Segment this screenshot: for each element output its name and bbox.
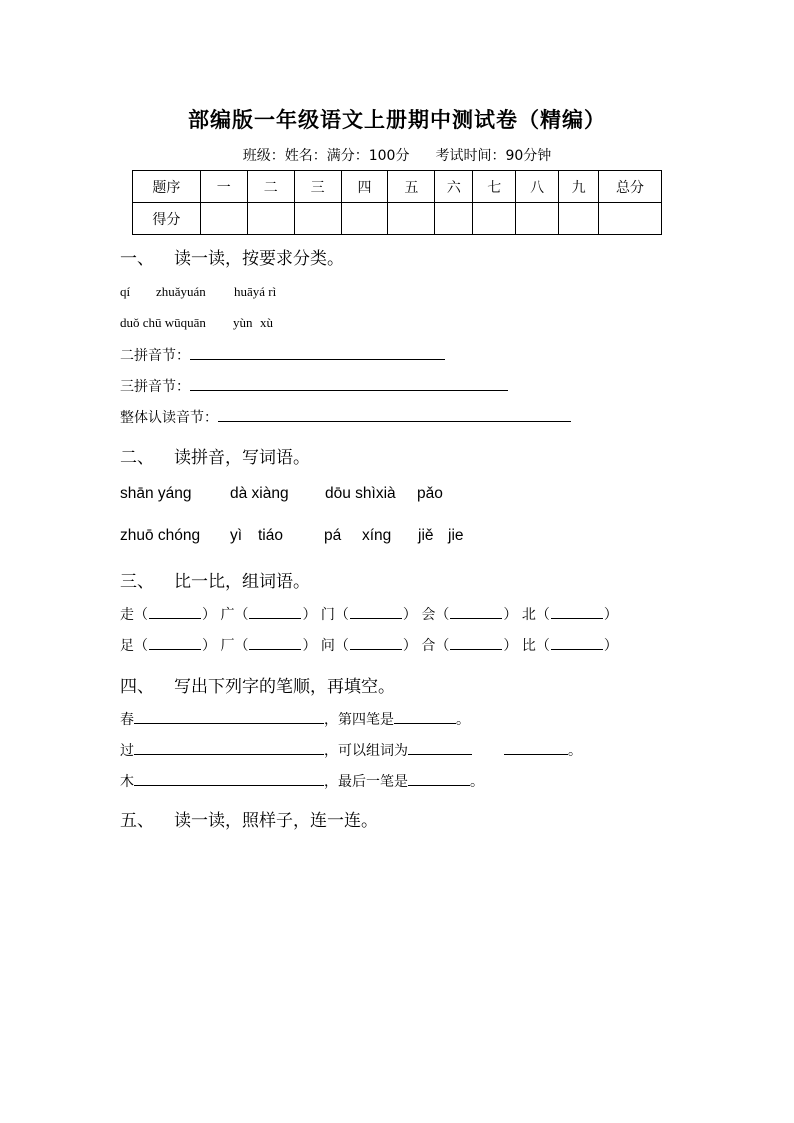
exam-info bbox=[0, 145, 794, 165]
answer-line[interactable] bbox=[134, 709, 324, 724]
q3-row-2 bbox=[120, 635, 618, 655]
page-title: 部编版一年级语文上册期中测试卷（精编） bbox=[188, 107, 606, 132]
line-label: 二拼音节： bbox=[120, 348, 190, 364]
header-cell: 二 bbox=[247, 171, 294, 203]
header-cell: 七 bbox=[473, 171, 516, 203]
score-cell[interactable] bbox=[294, 203, 341, 235]
class-label: 班级： bbox=[242, 148, 285, 164]
answer-line[interactable] bbox=[190, 345, 445, 360]
pinyin-item: tiáo bbox=[258, 527, 283, 544]
full-score-label: 满分：100分 bbox=[326, 148, 410, 164]
header-cell: 总分 bbox=[599, 171, 662, 203]
header-cell: 六 bbox=[435, 171, 473, 203]
header-cell: 题序 bbox=[133, 171, 201, 203]
header-cell: 五 bbox=[388, 171, 435, 203]
header-cell: 三 bbox=[294, 171, 341, 203]
name-label: 姓名： bbox=[284, 148, 327, 164]
q1-line-two-spell bbox=[120, 345, 445, 365]
section-number: 二、 bbox=[120, 448, 154, 468]
score-cell[interactable] bbox=[473, 203, 516, 235]
q2-pinyin-row-2 bbox=[120, 527, 464, 545]
compare-item: 比（ ） bbox=[521, 638, 618, 654]
row-label: 得分 bbox=[133, 203, 201, 235]
pinyin-item: yì bbox=[230, 527, 243, 544]
score-cell[interactable] bbox=[599, 203, 662, 235]
q2-pinyin-row-1 bbox=[120, 485, 443, 503]
pinyin-item: xù bbox=[260, 315, 273, 330]
pinyin-item: huāyá rì bbox=[234, 284, 277, 299]
q1-line-three-spell bbox=[120, 376, 508, 396]
header-cell: 九 bbox=[559, 171, 599, 203]
section-2-heading bbox=[120, 443, 310, 468]
score-cell[interactable] bbox=[435, 203, 473, 235]
header-cell: 一 bbox=[200, 171, 247, 203]
compare-item: 走（ ） bbox=[120, 607, 216, 623]
section-1-heading bbox=[120, 244, 344, 269]
compare-item: 广（ ） bbox=[220, 607, 317, 623]
score-cell[interactable] bbox=[516, 203, 559, 235]
q4-line-2: 过 ，可以组词为 。 bbox=[120, 740, 582, 760]
compare-item: 门（ ） bbox=[320, 607, 417, 623]
score-cell[interactable] bbox=[341, 203, 388, 235]
header-cell: 四 bbox=[341, 171, 388, 203]
answer-blank[interactable] bbox=[249, 637, 301, 650]
section-text: 写出下列字的笔顺，再填空。 bbox=[174, 677, 395, 697]
line-label: 整体认读音节： bbox=[120, 410, 218, 426]
answer-line[interactable] bbox=[408, 771, 470, 786]
compare-item: 合（ ） bbox=[421, 638, 518, 654]
score-table-score-row bbox=[133, 203, 662, 235]
pinyin-item: zhuǎyuán bbox=[156, 284, 206, 299]
pinyin-item: shān yáng bbox=[120, 485, 192, 502]
answer-blank[interactable] bbox=[551, 637, 603, 650]
answer-blank[interactable] bbox=[149, 606, 201, 619]
section-3-heading bbox=[120, 567, 310, 592]
score-table bbox=[132, 170, 662, 235]
answer-line[interactable] bbox=[394, 709, 456, 724]
answer-blank[interactable] bbox=[249, 606, 301, 619]
compare-item: 厂（ ） bbox=[220, 638, 317, 654]
answer-line[interactable] bbox=[134, 771, 324, 786]
score-cell[interactable] bbox=[388, 203, 435, 235]
section-number: 五、 bbox=[120, 811, 154, 831]
pinyin-item: yùn bbox=[233, 315, 253, 330]
compare-item: 北（ ） bbox=[521, 607, 618, 623]
pinyin-item: zhuō chóng bbox=[120, 527, 201, 544]
compare-item: 问（ ） bbox=[320, 638, 417, 654]
answer-line[interactable] bbox=[408, 740, 472, 755]
pinyin-item: pá bbox=[324, 527, 342, 544]
compare-item: 足（ ） bbox=[120, 638, 216, 654]
q1-pinyin-row-2 bbox=[120, 315, 273, 331]
q1-pinyin-row-1 bbox=[120, 284, 276, 300]
section-text: 读拼音，写词语。 bbox=[174, 448, 310, 468]
score-table-header-row bbox=[133, 171, 662, 203]
pinyin-item: dōu shìxià bbox=[325, 485, 396, 502]
answer-blank[interactable] bbox=[450, 606, 502, 619]
answer-blank[interactable] bbox=[350, 637, 402, 650]
q3-row-1 bbox=[120, 604, 618, 624]
header-cell: 八 bbox=[516, 171, 559, 203]
q4-line-3: 木 ，最后一笔是 。 bbox=[120, 771, 484, 791]
section-text: 比一比，组词语。 bbox=[174, 572, 310, 592]
answer-blank[interactable] bbox=[450, 637, 502, 650]
q4-line-1: 春 ，第四笔是 。 bbox=[120, 709, 470, 729]
pinyin-item: jiě bbox=[418, 527, 434, 544]
answer-blank[interactable] bbox=[149, 637, 201, 650]
section-5-heading bbox=[120, 806, 378, 831]
exam-time-label: 考试时间：90分钟 bbox=[435, 148, 552, 164]
pinyin-item: dà xiàng bbox=[230, 485, 289, 502]
pinyin-item: duǒ chū wūquān bbox=[120, 315, 206, 330]
section-text: 读一读，按要求分类。 bbox=[174, 249, 344, 269]
pinyin-item: xíng bbox=[362, 527, 392, 544]
pinyin-item: qí bbox=[120, 284, 131, 299]
section-number: 四、 bbox=[120, 677, 154, 697]
section-number: 一、 bbox=[120, 249, 154, 269]
section-text: 读一读，照样子，连一连。 bbox=[174, 811, 378, 831]
compare-item: 会（ ） bbox=[421, 607, 518, 623]
section-4-heading bbox=[120, 672, 395, 697]
section-number: 三、 bbox=[120, 572, 154, 592]
pinyin-item: pǎo bbox=[417, 485, 443, 502]
answer-blank[interactable] bbox=[350, 606, 402, 619]
line-label: 三拼音节： bbox=[120, 379, 190, 395]
answer-line[interactable] bbox=[190, 376, 508, 391]
score-cell[interactable] bbox=[247, 203, 294, 235]
answer-line[interactable] bbox=[218, 407, 571, 422]
answer-line[interactable] bbox=[134, 740, 324, 755]
score-cell[interactable] bbox=[200, 203, 247, 235]
answer-line[interactable] bbox=[504, 740, 568, 755]
score-cell[interactable] bbox=[559, 203, 599, 235]
pinyin-item: jie bbox=[448, 527, 464, 544]
answer-blank[interactable] bbox=[551, 606, 603, 619]
q1-line-whole-read bbox=[120, 407, 571, 427]
